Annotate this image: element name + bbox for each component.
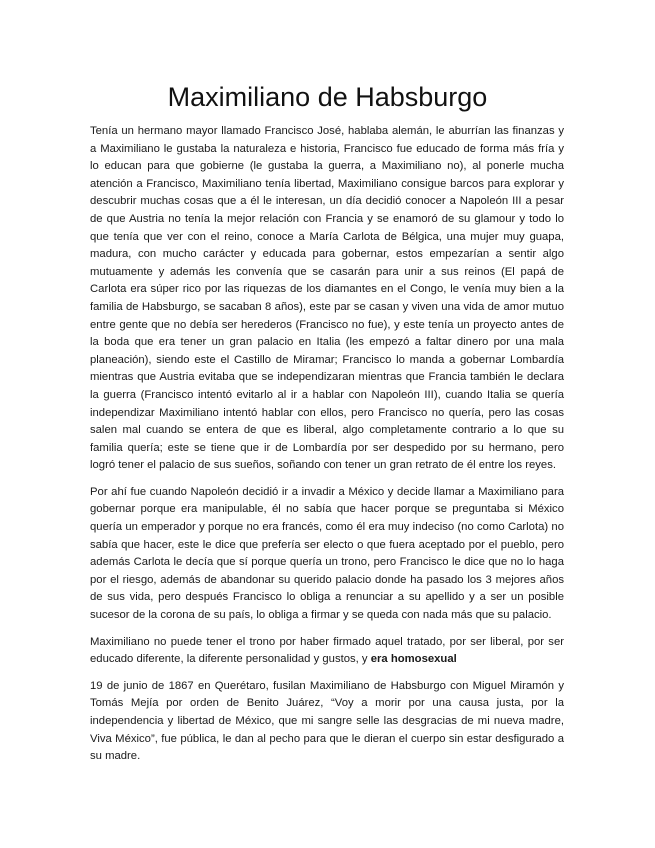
throne-reasons-text: Maximiliano no puede tener el trono por haber firmado aquel tratado, por ser liberal, por ser educado diferente, la diferente personalidad y gustos, y	[90, 635, 564, 666]
document-title: Maximiliano de Habsburgo	[167, 82, 488, 112]
paragraph-throne-reasons	[90, 634, 564, 669]
paragraph-mexico-invasion: Por ahí fue cuando Napoleón decidió ir a invadir a México y decide llamar a Maximiliano para gobernar porque era manipulable, él no sabía que hacer porque se preguntaba si México quería un emperador y porque no era francés, como él era muy indeciso (no como Carlota) no sabía que hacer, este le dice que prefería ser electo o que fuera aceptado por el pueblo, pero además Carlota le decía que sí porque quería un trono, pero Francisco le dice que no lo haga por el riesgo, además de abandonar su querido palacio donde ha pasado los 3 mejores años de sus vida, pero después Francisco lo obliga a renunciar a su apellido y a ser un posible sucesor de la corona de su país, lo obliga a firmar y se queda con nada más que su palacio.	[90, 485, 564, 622]
paragraph-execution: 19 de junio de 1867 en Querétaro, fusilan Maximiliano de Habsburgo con Miguel Miramón y Tomás Mejía por orden de Benito Juárez, “Voy a morir por una causa justa, por la independencia y libertad de México, que mi sangre selle las desgracias de mi nueva madre, Viva México”, fue pública, le dan al pecho para que le dieran el cuerpo sin estar desfigurado a su madre.	[90, 679, 564, 763]
document-body	[90, 123, 564, 775]
paragraph-early-life: Tenía un hermano mayor llamado Francisco José, hablaba alemán, le aburrían las finanzas y a Maximiliano le gustaba la naturaleza e historia, Francisco fue educado de forma más fría y lo educan para que gobierne (le gustaba la guerra, a Maximiliano no), al ponerle mucha atención a Francisco, Maximiliano tenía libertad, Maximiliano consigue barcos para explorar y descubrir muchas cosas que a él le interesan, un día decidió conocer a Napoleón III a pesar de que Austria no tenía la mejor relación con Francia y se enamoró de su glamour y todo lo que tenía que ver con el reino, conoce a María Carlota de Bélgica, una mujer muy guapa, madura, con mucho carácter y educada para gobernar, estos empezarían a sentir algo mutuamente y además les convenía que se casarán para unir a sus reinos (El papá de Carlota era súper rico por las riquezas de los diamantes en el Congo, le venía muy bien a la familia de Habsburgo, se sacaban 8 años), este par se casan y viven una vida de amor mutuo entre gente que no debía ser herederos (Francisco no fue), y este tenía un proyecto antes de la boda que era tener un gran palacio en Italia (les empezó a faltar dinero por una mala planeación), siendo este el Castillo de Miramar; Francisco lo manda a gobernar Lombardía mientras que Austria evitaba que se independizaran mientras que Francia también le declara la guerra (Francisco intentó evitarlo al ir a hablar con Napoleón III), cuando Italia se quería independizar Maximiliano intentó hablar con ellos, pero Francisco no quería, pero las cosas salen mal cuando se entera de que es liberal, algo completamente contrario a lo que su familia quería; este se tiene que ir de Lombardía por ser despedido por su hermano, pero logró tener el palacio de sus sueños, soñando con tener un gran retrato de él entre los reyes.	[90, 125, 564, 472]
throne-reasons-emphasis: era homosexual	[370, 653, 457, 666]
